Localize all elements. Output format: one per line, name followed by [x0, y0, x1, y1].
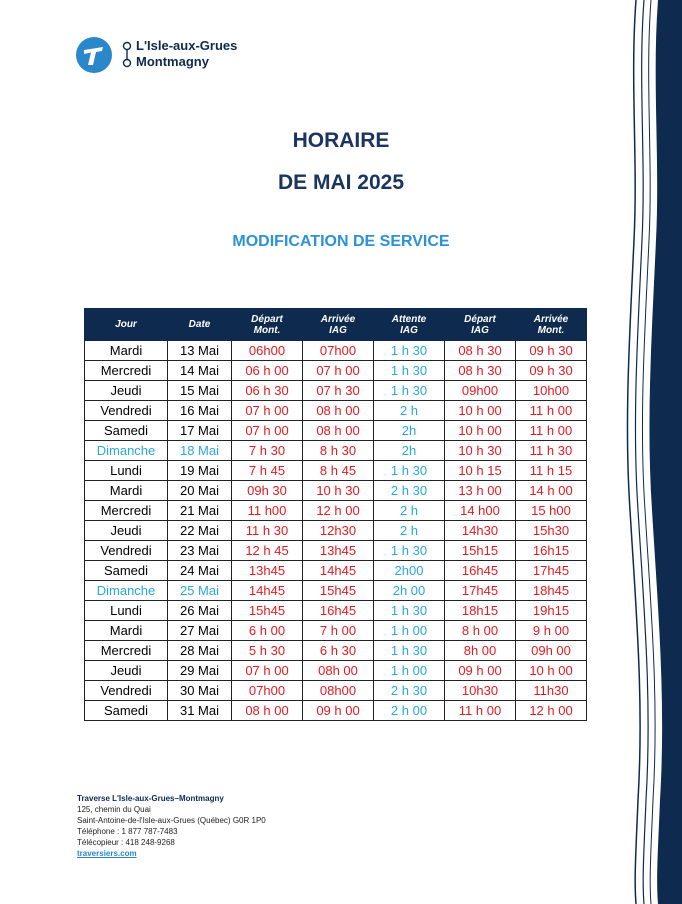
depart-montmagny-cell: 06 h 00 [232, 361, 303, 381]
footer-contact [77, 793, 266, 859]
column-header [303, 309, 374, 341]
arrivee-iag-cell: 07h00 [303, 341, 374, 361]
arrivee-iag-cell: 07 h 00 [303, 361, 374, 381]
arrivee-montmagny-cell: 9 h 00 [516, 621, 587, 641]
arrivee-iag-cell: 7 h 00 [303, 621, 374, 641]
column-header-sublabel: Mont. [537, 324, 565, 336]
attente-iag-cell: 1 h 30 [374, 641, 445, 661]
date-cell: 13 Mai [168, 341, 232, 361]
column-header-label: Jour [115, 319, 137, 330]
depart-iag-cell: 08 h 30 [445, 341, 516, 361]
page-title-line-1: HORAIRE [292, 129, 390, 152]
company-logo [76, 36, 276, 76]
depart-iag-cell: 09 h 00 [445, 661, 516, 681]
column-header [445, 309, 516, 341]
arrivee-montmagny-cell: 17h45 [516, 561, 587, 581]
table-row [85, 501, 587, 521]
depart-montmagny-cell: 06 h 30 [232, 381, 303, 401]
table-row [85, 561, 587, 581]
table-row [85, 381, 587, 401]
depart-iag-cell: 13 h 00 [445, 481, 516, 501]
attente-iag-cell: 2 h 30 [374, 681, 445, 701]
day-cell: Dimanche [85, 581, 168, 601]
depart-iag-cell: 8 h 00 [445, 621, 516, 641]
column-header-sublabel: IAG [471, 324, 489, 336]
day-cell: Jeudi [85, 521, 168, 541]
depart-iag-cell: 14 h00 [445, 501, 516, 521]
arrivee-montmagny-cell: 16h15 [516, 541, 587, 561]
table-row [85, 521, 587, 541]
footer-fax: Télécopieur : 418 248-9268 [77, 838, 175, 847]
attente-iag-cell: 1 h 30 [374, 341, 445, 361]
depart-iag-cell: 8h 00 [445, 641, 516, 661]
depart-montmagny-cell: 07 h 00 [232, 401, 303, 421]
table-row [85, 641, 587, 661]
arrivee-iag-cell: 16h45 [303, 601, 374, 621]
depart-iag-cell: 14h30 [445, 521, 516, 541]
depart-montmagny-cell: 09h 30 [232, 481, 303, 501]
table-row [85, 541, 587, 561]
column-header-label: Date [188, 319, 211, 330]
logo-t-icon [76, 37, 112, 73]
column-header-label: Départ [464, 313, 496, 325]
table-row [85, 661, 587, 681]
date-cell: 15 Mai [168, 381, 232, 401]
day-cell: Vendredi [85, 681, 168, 701]
column-header-sublabel: IAG [400, 324, 418, 336]
attente-iag-cell: 2 h [374, 521, 445, 541]
column-header-label: Arrivée [320, 313, 356, 325]
arrivee-iag-cell: 08h00 [303, 681, 374, 701]
arrivee-iag-cell: 6 h 30 [303, 641, 374, 661]
attente-iag-cell: 2 h 30 [374, 481, 445, 501]
arrivee-montmagny-cell: 19h15 [516, 601, 587, 621]
arrivee-montmagny-cell: 14 h 00 [516, 481, 587, 501]
day-cell: Mercredi [85, 501, 168, 521]
date-cell: 27 Mai [168, 621, 232, 641]
attente-iag-cell: 1 h 00 [374, 661, 445, 681]
arrivee-montmagny-cell: 11 h 00 [516, 421, 587, 441]
table-row [85, 401, 587, 421]
date-cell: 28 Mai [168, 641, 232, 661]
depart-iag-cell: 10 h 00 [445, 421, 516, 441]
arrivee-montmagny-cell: 12 h 00 [516, 701, 587, 721]
attente-iag-cell: 1 h 30 [374, 381, 445, 401]
arrivee-iag-cell: 10 h 30 [303, 481, 374, 501]
column-header [374, 309, 445, 341]
date-cell: 22 Mai [168, 521, 232, 541]
depart-iag-cell: 10 h 00 [445, 401, 516, 421]
table-row [85, 461, 587, 481]
column-header [168, 309, 232, 341]
depart-montmagny-cell: 06h00 [232, 341, 303, 361]
depart-montmagny-cell: 12 h 45 [232, 541, 303, 561]
depart-iag-cell: 10h30 [445, 681, 516, 701]
depart-iag-cell: 18h15 [445, 601, 516, 621]
day-cell: Mercredi [85, 641, 168, 661]
arrivee-montmagny-cell: 11 h 15 [516, 461, 587, 481]
attente-iag-cell: 2 h [374, 501, 445, 521]
depart-iag-cell: 16h45 [445, 561, 516, 581]
depart-montmagny-cell: 11 h00 [232, 501, 303, 521]
arrivee-iag-cell: 08 h 00 [303, 401, 374, 421]
day-cell: Jeudi [85, 381, 168, 401]
depart-montmagny-cell: 7 h 45 [232, 461, 303, 481]
depart-iag-cell: 11 h 00 [445, 701, 516, 721]
attente-iag-cell: 2h [374, 421, 445, 441]
arrivee-montmagny-cell: 18h45 [516, 581, 587, 601]
date-cell: 19 Mai [168, 461, 232, 481]
attente-iag-cell: 2h00 [374, 561, 445, 581]
attente-iag-cell: 1 h 30 [374, 461, 445, 481]
depart-montmagny-cell: 07h00 [232, 681, 303, 701]
page-title-line-2: DE MAI 2025 [277, 171, 405, 194]
attente-iag-cell: 1 h 00 [374, 621, 445, 641]
day-cell: Mardi [85, 481, 168, 501]
arrivee-iag-cell: 8 h 45 [303, 461, 374, 481]
arrivee-montmagny-cell: 10 h 00 [516, 661, 587, 681]
arrivee-montmagny-cell: 09h 00 [516, 641, 587, 661]
route-dots-icon [122, 40, 132, 70]
attente-iag-cell: 1 h 30 [374, 541, 445, 561]
arrivee-iag-cell: 14h45 [303, 561, 374, 581]
day-cell: Mardi [85, 621, 168, 641]
depart-montmagny-cell: 15h45 [232, 601, 303, 621]
table-row [85, 621, 587, 641]
attente-iag-cell: 2h [374, 441, 445, 461]
date-cell: 21 Mai [168, 501, 232, 521]
date-cell: 20 Mai [168, 481, 232, 501]
column-header [85, 309, 168, 341]
column-header [232, 309, 303, 341]
page-subtitle: MODIFICATION DE SERVICE [232, 233, 450, 250]
attente-iag-cell: 1 h 30 [374, 601, 445, 621]
depart-montmagny-cell: 11 h 30 [232, 521, 303, 541]
arrivee-iag-cell: 15h45 [303, 581, 374, 601]
date-cell: 14 Mai [168, 361, 232, 381]
day-cell: Vendredi [85, 541, 168, 561]
depart-montmagny-cell: 07 h 00 [232, 661, 303, 681]
day-cell: Samedi [85, 561, 168, 581]
arrivee-montmagny-cell: 11h30 [516, 681, 587, 701]
depart-montmagny-cell: 14h45 [232, 581, 303, 601]
day-cell: Samedi [85, 701, 168, 721]
arrivee-iag-cell: 13h45 [303, 541, 374, 561]
day-cell: Jeudi [85, 661, 168, 681]
footer-address-line-2: Saint-Antoine-de-l'Isle-aux-Grues (Québec) G0R 1P0 [77, 816, 266, 825]
date-cell: 30 Mai [168, 681, 232, 701]
arrivee-montmagny-cell: 11 h 30 [516, 441, 587, 461]
table-row [85, 701, 587, 721]
table-row [85, 481, 587, 501]
day-cell: Dimanche [85, 441, 168, 461]
footer-company-name: Traverse L'Isle-aux-Grues–Montmagny [77, 794, 224, 803]
table-row [85, 601, 587, 621]
arrivee-iag-cell: 08 h 00 [303, 421, 374, 441]
arrivee-montmagny-cell: 09 h 30 [516, 361, 587, 381]
date-cell: 24 Mai [168, 561, 232, 581]
footer-website-link[interactable]: traversiers.com [77, 849, 137, 858]
table-row [85, 361, 587, 381]
date-cell: 16 Mai [168, 401, 232, 421]
day-cell: Lundi [85, 601, 168, 621]
attente-iag-cell: 2 h [374, 401, 445, 421]
date-cell: 23 Mai [168, 541, 232, 561]
day-cell: Samedi [85, 421, 168, 441]
depart-montmagny-cell: 6 h 00 [232, 621, 303, 641]
arrivee-montmagny-cell: 11 h 00 [516, 401, 587, 421]
arrivee-iag-cell: 12 h 00 [303, 501, 374, 521]
table-row [85, 421, 587, 441]
arrivee-montmagny-cell: 15 h00 [516, 501, 587, 521]
logo-line-2: Montmagny [136, 54, 209, 69]
date-cell: 17 Mai [168, 421, 232, 441]
attente-iag-cell: 2h 00 [374, 581, 445, 601]
depart-iag-cell: 15h15 [445, 541, 516, 561]
day-cell: Mercredi [85, 361, 168, 381]
logo-text [136, 38, 237, 70]
arrivee-iag-cell: 12h30 [303, 521, 374, 541]
table-row [85, 581, 587, 601]
arrivee-iag-cell: 09 h 00 [303, 701, 374, 721]
date-cell: 18 Mai [168, 441, 232, 461]
depart-iag-cell: 08 h 30 [445, 361, 516, 381]
depart-iag-cell: 17h45 [445, 581, 516, 601]
depart-iag-cell: 10 h 30 [445, 441, 516, 461]
table-row [85, 441, 587, 461]
arrivee-iag-cell: 08h 00 [303, 661, 374, 681]
depart-montmagny-cell: 5 h 30 [232, 641, 303, 661]
arrivee-iag-cell: 8 h 30 [303, 441, 374, 461]
column-header-sublabel: Mont. [253, 324, 281, 336]
column-header-label: Départ [251, 313, 283, 325]
arrivee-montmagny-cell: 09 h 30 [516, 341, 587, 361]
day-cell: Mardi [85, 341, 168, 361]
table-header-row [85, 309, 587, 341]
depart-iag-cell: 10 h 15 [445, 461, 516, 481]
depart-montmagny-cell: 13h45 [232, 561, 303, 581]
date-cell: 29 Mai [168, 661, 232, 681]
depart-iag-cell: 09h00 [445, 381, 516, 401]
depart-montmagny-cell: 7 h 30 [232, 441, 303, 461]
date-cell: 25 Mai [168, 581, 232, 601]
arrivee-montmagny-cell: 15h30 [516, 521, 587, 541]
footer-address-line-1: 125, chemin du Quai [77, 805, 151, 814]
date-cell: 31 Mai [168, 701, 232, 721]
arrivee-iag-cell: 07 h 30 [303, 381, 374, 401]
table-body [85, 341, 587, 721]
column-header-label: Arrivée [533, 313, 569, 325]
footer-phone: Téléphone : 1 877 787-7483 [77, 827, 178, 836]
arrivee-montmagny-cell: 10h00 [516, 381, 587, 401]
date-cell: 26 Mai [168, 601, 232, 621]
attente-iag-cell: 1 h 30 [374, 361, 445, 381]
depart-montmagny-cell: 08 h 00 [232, 701, 303, 721]
schedule-table [84, 308, 587, 721]
table-row [85, 681, 587, 701]
attente-iag-cell: 2 h 00 [374, 701, 445, 721]
day-cell: Vendredi [85, 401, 168, 421]
logo-line-1: L'Isle-aux-Grues [136, 38, 238, 53]
table-row [85, 341, 587, 361]
depart-montmagny-cell: 07 h 00 [232, 421, 303, 441]
column-header [516, 309, 587, 341]
day-cell: Lundi [85, 461, 168, 481]
column-header-sublabel: IAG [329, 324, 347, 336]
column-header-label: Attente [391, 313, 427, 325]
